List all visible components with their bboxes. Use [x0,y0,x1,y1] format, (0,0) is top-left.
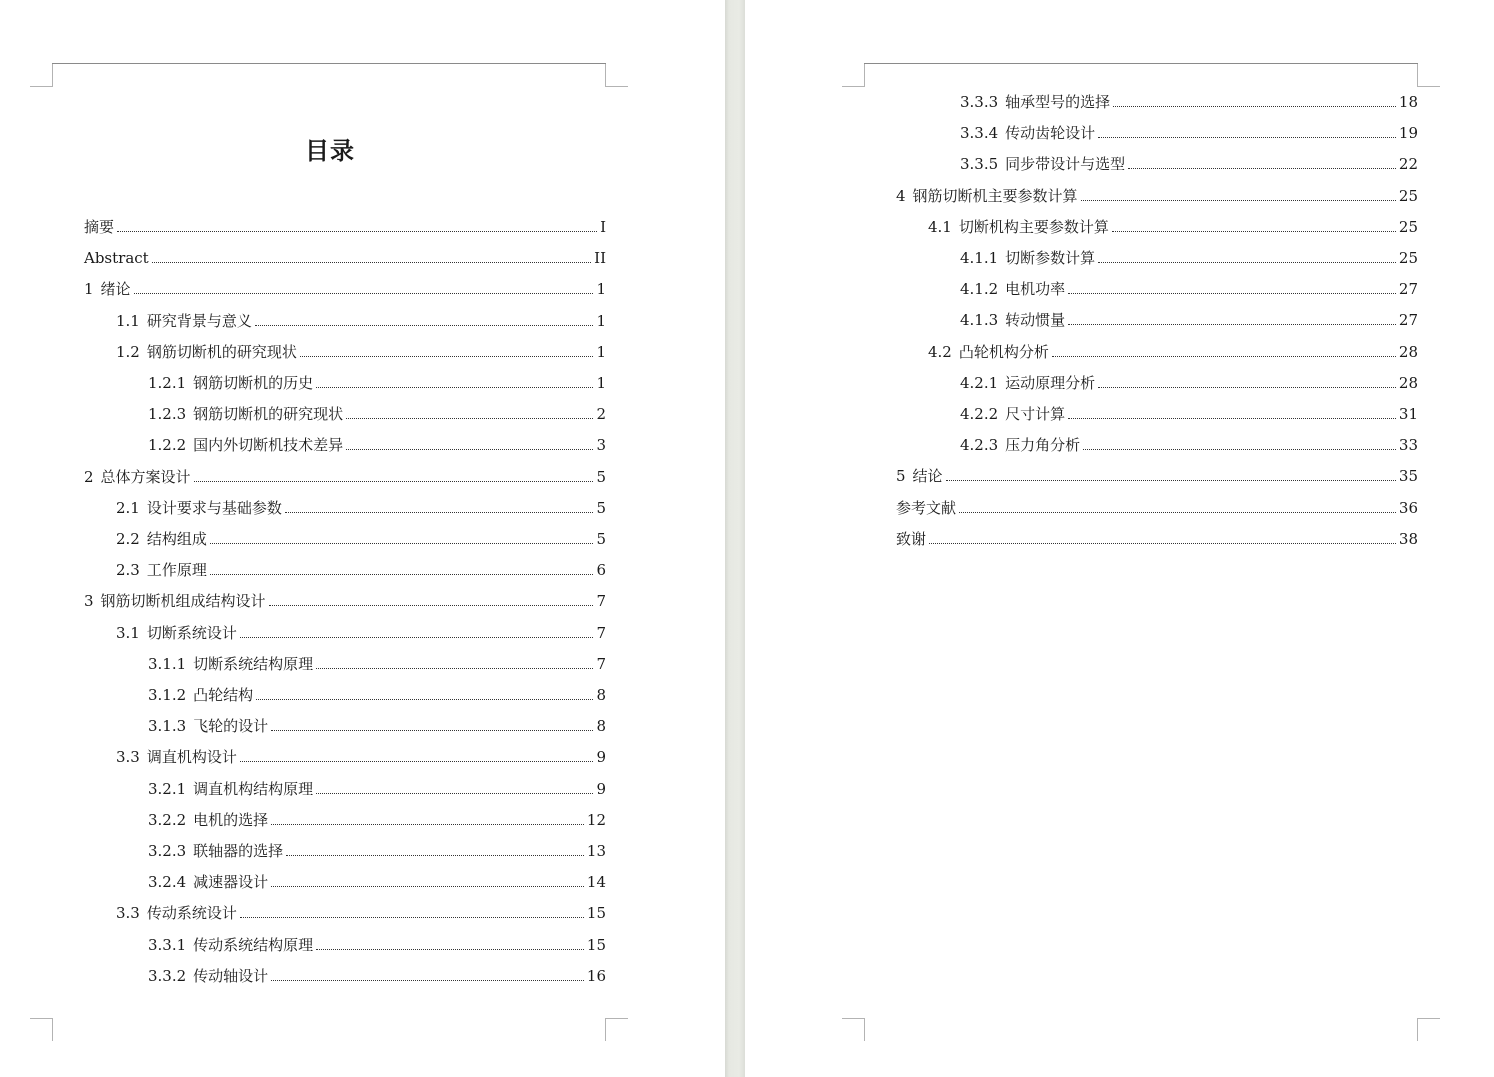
toc-entry[interactable] [148,401,606,423]
toc-entry[interactable] [960,151,1418,173]
toc-entry-number: 5 [896,467,906,486]
toc-entry-page-number: 1 [596,374,606,392]
toc-entry-number: 1.2.3 [148,405,187,424]
toc-entry[interactable] [960,89,1418,111]
toc-entry-title: 钢筋切断机的历史 [193,374,314,392]
toc-dot-leader [1098,262,1396,263]
toc-entry-number: 3.3.2 [148,966,187,985]
toc-entry-page-number: 8 [596,686,606,704]
toc-entry-title: 凸轮结构 [193,686,254,704]
toc-entry-number: 3.2.4 [148,873,187,892]
toc-entry-page-number: 25 [1398,186,1418,205]
toc-dot-leader [285,512,594,513]
toc-entry-number: 4.1.1 [960,249,999,267]
document-page-right [745,0,1494,1077]
toc-entry[interactable] [896,183,1418,205]
toc-entry[interactable] [116,900,606,922]
toc-entry-number: 3.1 [116,623,140,642]
toc-entry-page-number: 8 [596,717,606,736]
toc-entry[interactable] [148,963,606,985]
toc-entry-page-number: 28 [1398,342,1418,361]
toc-dot-leader [271,886,584,887]
toc-entry[interactable] [148,838,606,860]
toc-entry-title: 钢筋切断机组成结构设计 [100,592,266,611]
toc-entry-title: 尺寸计算 [1005,405,1066,423]
toc-dot-leader [240,637,594,638]
toc-entry-number: 4.2.1 [960,373,999,392]
toc-entry-title: 传动系统结构原理 [193,935,314,954]
toc-entry-number: 1 [84,280,94,299]
toc-entry-page-number: 19 [1398,124,1418,143]
toc-dot-leader [240,761,594,762]
toc-entry-number: 3.2.1 [148,779,187,798]
toc-entry-number: 1.2.2 [148,436,187,455]
toc-entry[interactable] [896,526,1418,548]
toc-entry[interactable] [116,557,606,579]
toc-entry-page-number: 1 [596,311,606,330]
toc-dot-leader [210,543,594,544]
toc-entry-title: 钢筋切断机主要参数计算 [912,186,1078,205]
toc-dot-leader [1083,449,1396,450]
toc-entry[interactable] [116,526,606,548]
toc-entry-title: 压力角分析 [1005,436,1081,455]
toc-entry-page-number: 27 [1398,280,1418,299]
toc-entry-title: 切断系统结构原理 [193,654,314,673]
toc-entry[interactable] [148,370,606,392]
toc-entry-page-number: 15 [586,904,606,923]
toc-entry-title: 飞轮的设计 [193,717,269,736]
toc-entry-page-number: 16 [586,966,606,985]
toc-entry-title: 绪论 [100,280,131,299]
toc-entry[interactable] [960,307,1418,329]
toc-dot-leader [256,699,593,700]
toc-entry-page-number: 15 [586,935,606,954]
toc-entry-number: 1.1 [116,311,140,330]
toc-dot-leader [1052,356,1396,357]
toc-dot-leader [271,980,584,981]
toc-dot-leader [346,418,593,419]
toc-entry[interactable] [84,276,606,298]
toc-entry[interactable] [116,339,606,361]
toc-entry[interactable] [148,682,606,704]
toc-entry-title: 调直机构设计 [146,748,237,767]
toc-entry-number: 3.1.3 [148,717,187,736]
toc-entry[interactable] [960,432,1418,454]
toc-dot-leader [1113,106,1396,107]
toc-entry-page-number: I [600,218,606,236]
toc-dot-leader [346,449,593,450]
toc-entry-page-number: 5 [596,498,606,517]
toc-entry-title: 传动系统设计 [146,904,237,923]
toc-entry-number: 3.2.2 [148,810,187,829]
toc-entry-page-number: 3 [596,436,606,455]
toc-entry[interactable] [928,214,1418,236]
toc-entry-page-number: 14 [586,873,606,892]
toc-entry-number: 3.3.5 [960,155,999,174]
toc-entry-title: 结构组成 [146,530,207,548]
toc-entry-page-number: 25 [1398,249,1418,267]
toc-dot-leader [316,793,593,794]
toc-entry-number: 4 [896,186,906,205]
toc-entry-number: 2.1 [116,498,140,517]
toc-entry[interactable] [148,713,606,735]
toc-dot-leader [316,387,593,388]
toc-entry-page-number: 12 [586,810,606,829]
toc-entry[interactable] [116,744,606,766]
toc-entry-number: 3.3.3 [960,93,999,111]
toc-entry-title: 切断机构主要参数计算 [958,217,1109,236]
toc-entry[interactable] [960,276,1418,298]
toc-entry-number: 4.1.2 [960,280,999,299]
toc-entry-page-number: 2 [596,405,606,424]
toc-entry-number: 2 [84,467,94,486]
document-page-left [0,0,725,1077]
toc-entry-title: 调直机构结构原理 [193,779,314,798]
toc-entry-number: 3.3 [116,904,140,923]
toc-entry[interactable] [960,401,1418,423]
toc-entry[interactable] [928,339,1418,361]
toc-entry-title: 同步带设计与选型 [1005,155,1126,174]
toc-entry-title: 摘要 [84,218,115,236]
toc-entry[interactable] [896,495,1418,517]
toc-entry-page-number: 36 [1398,498,1418,517]
toc-entry-page-number: 28 [1398,373,1418,392]
toc-entry-title: 电机功率 [1005,280,1066,299]
toc-entry-number: 1.2.1 [148,374,187,392]
toc-entry-page-number: 22 [1398,155,1418,174]
toc-dot-leader [152,262,591,263]
toc-dot-leader [1128,168,1396,169]
toc-entry-title: 联轴器的选择 [193,842,284,860]
toc-dot-leader [117,231,597,232]
toc-entry-title: 工作原理 [146,561,207,580]
toc-entry-title: 凸轮机构分析 [958,342,1049,361]
toc-entry-page-number: 27 [1398,311,1418,330]
toc-entry[interactable] [960,120,1418,142]
toc-entry[interactable] [148,932,606,954]
toc-dot-leader [1081,200,1396,201]
toc-dot-leader [210,574,594,575]
toc-entry-number: 4.2 [928,342,952,361]
toc-entry-page-number: 1 [596,280,606,299]
toc-entry-page-number: 33 [1398,436,1418,455]
toc-entry-title: 总体方案设计 [100,467,191,486]
toc-entry-number: 4.1.3 [960,311,999,330]
toc-dot-leader [1112,231,1396,232]
toc-entry-page-number: 7 [596,654,606,673]
toc-dot-leader [929,543,1396,544]
toc-dot-leader [959,512,1396,513]
toc-entry-title: 致谢 [896,529,927,548]
toc-entry-page-number: 18 [1398,93,1418,111]
toc-entry[interactable] [116,495,606,517]
toc-dot-leader [1068,324,1396,325]
toc-entry-page-number: 9 [596,779,606,798]
toc-entry-number: 3.3 [116,748,140,767]
toc-entry-title: 研究背景与意义 [146,311,252,330]
toc-entry-title: 减速器设计 [193,873,269,892]
toc-entry[interactable] [84,214,606,236]
toc-dot-leader [286,855,584,856]
toc-entry[interactable] [116,620,606,642]
toc-entry[interactable] [148,651,606,673]
toc-entry-title: 钢筋切断机的研究现状 [146,342,297,361]
toc-dot-leader [316,668,593,669]
toc-entry-page-number: 5 [596,530,606,548]
toc-entry-title: 切断系统设计 [146,623,237,642]
toc-entry-number: 2.2 [116,530,140,548]
toc-entry-page-number: 35 [1398,467,1418,486]
toc-dot-leader [271,730,593,731]
toc-dot-leader [1098,137,1396,138]
toc-entry-page-number: 7 [596,623,606,642]
toc-entry-page-number: 6 [596,561,606,580]
toc-entry-page-number: 13 [586,842,606,860]
toc-dot-leader [134,293,594,294]
toc-entry-title: 轴承型号的选择 [1005,93,1111,111]
toc-entry[interactable] [148,807,606,829]
toc-entry-page-number: II [594,249,606,268]
toc-entry-title: 传动齿轮设计 [1005,124,1096,143]
page-gutter [725,0,745,1077]
toc-entry-title: 运动原理分析 [1005,373,1096,392]
toc-entry-title: 国内外切断机技术差异 [193,436,344,455]
toc-entry-number: 3.3.1 [148,935,187,954]
toc-entry-number: 1.2 [116,342,140,361]
toc-dot-leader [1068,293,1396,294]
toc-entry-page-number: 1 [596,342,606,361]
toc-entry-title: 结论 [912,467,943,486]
toc-entry[interactable] [116,308,606,330]
toc-entry-title: Abstract [84,249,149,268]
toc-entry-page-number: 25 [1398,217,1418,236]
toc-entry-number: 3.3.4 [960,124,999,143]
toc-entry-number: 4.2.2 [960,405,999,423]
toc-entry[interactable] [148,869,606,891]
toc-dot-leader [316,949,584,950]
toc-entry-title: 切断参数计算 [1005,249,1096,267]
toc-dot-leader [194,481,594,482]
toc-entry[interactable] [84,464,606,486]
toc-entry-page-number: 9 [596,748,606,767]
toc-entry-number: 2.3 [116,561,140,580]
toc-entry-number: 3.1.1 [148,654,187,673]
toc-dot-leader [240,917,584,918]
toc-dot-leader [1068,418,1396,419]
toc-entry-title: 参考文献 [896,498,957,517]
toc-entry-number: 4.1 [928,217,952,236]
toc-entry-title: 转动惯量 [1005,311,1066,330]
toc-dot-leader [300,356,594,357]
toc-dot-leader [1098,387,1396,388]
toc-entry-page-number: 38 [1398,529,1418,548]
toc-entry-title: 钢筋切断机的研究现状 [193,405,344,424]
toc-entry-page-number: 7 [596,592,606,611]
toc-entry[interactable] [896,463,1418,485]
toc-entry[interactable] [148,432,606,454]
toc-entry-page-number: 31 [1398,405,1418,423]
toc-dot-leader [255,325,594,326]
toc-entry[interactable] [960,245,1418,267]
toc-entry-number: 4.2.3 [960,436,999,455]
toc-entry[interactable] [84,588,606,610]
toc-entry-number: 3.1.2 [148,686,187,704]
toc-entry[interactable] [84,245,606,267]
toc-dot-leader [269,605,594,606]
toc-entry-title: 电机的选择 [193,810,269,829]
toc-entry[interactable] [960,370,1418,392]
toc-dot-leader [271,824,584,825]
toc-entry-title: 传动轴设计 [193,966,269,985]
toc-title: 目录 [305,136,355,165]
toc-entry-number: 3.2.3 [148,842,187,860]
toc-entry[interactable] [148,776,606,798]
toc-dot-leader [946,480,1396,481]
toc-entry-title: 设计要求与基础参数 [146,498,282,517]
toc-entry-number: 3 [84,592,94,611]
toc-entry-page-number: 5 [596,467,606,486]
